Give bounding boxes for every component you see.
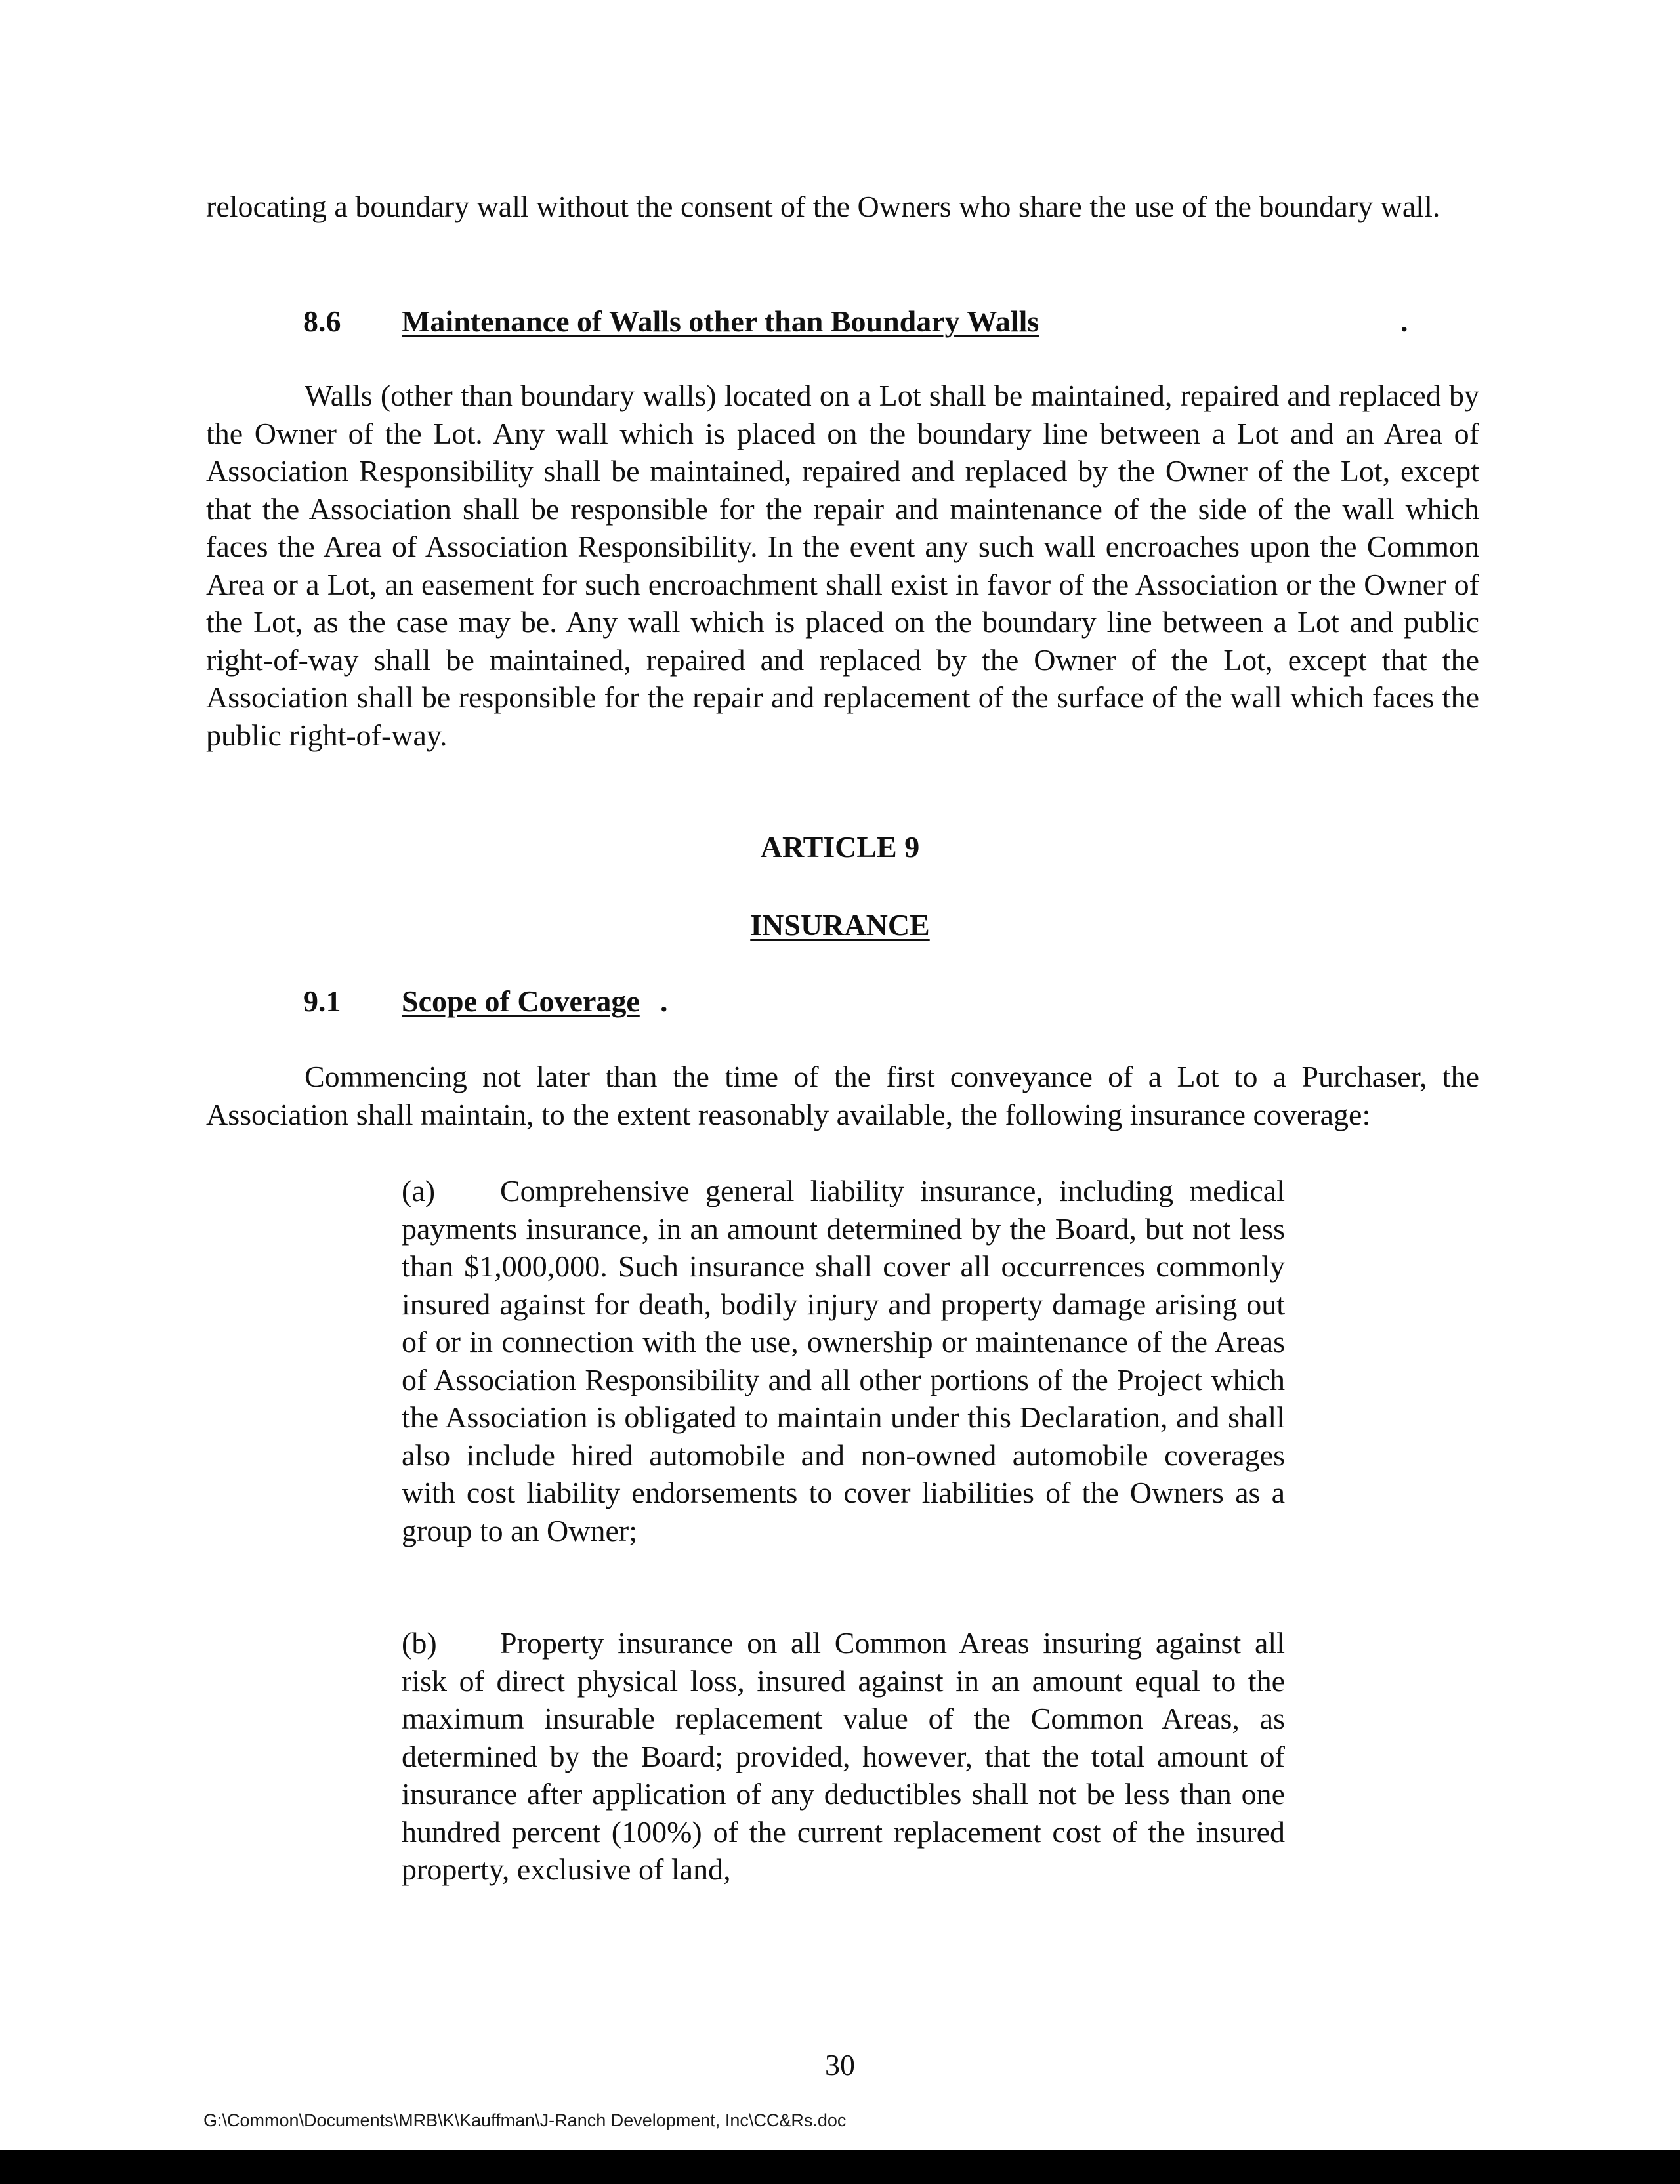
continuation-paragraph: relocating a boundary wall without the consent of the Owners who share the use of the boundary wall. (206, 190, 1440, 223)
section-8-6-title: Maintenance of Walls other than Boundary Walls (402, 304, 1040, 338)
list-item-a (402, 1172, 1285, 1549)
section-9-1-title: Scope of Coverage (402, 984, 640, 1018)
section-9-1-period: . (660, 984, 668, 1018)
article-title-line (0, 906, 1680, 944)
footer-file-path: G:\Common\Documents\MRB\K\Kauffman\J-Ranch Development, Inc\CC&Rs.doc (203, 2110, 847, 2130)
section-9-1-number: 9.1 (303, 984, 341, 1018)
list-item-a-label: (a) (402, 1174, 436, 1208)
list-item-b (402, 1624, 1285, 1889)
section-9-1-body: Commencing not later than the time of the first conveyance of a Lot to a Purchaser, the Association shall maintain, to the extent reasonably available, the following insurance coverage: (206, 1060, 1479, 1131)
scan-border-bar (0, 2150, 1680, 2184)
list-item-b-label: (b) (402, 1626, 437, 1660)
article-title: INSURANCE (750, 908, 930, 942)
list-item-b-text: Property insurance on all Common Areas insuring against all risk of direct physical loss, insured against in an amount equal to the maximum insurable replacement value of the Common Areas, as determined by the Board; provided, however, that the total amount of insurance after application of any deductibles shall not be less than one hundred percent (100%) of the current replacement cost of the insured property, exclusive of land, (402, 1626, 1285, 1886)
page-number: 30 (825, 2048, 855, 2082)
section-8-6-number: 8.6 (303, 304, 341, 338)
article-label: ARTICLE 9 (760, 830, 920, 864)
section-8-6-body: Walls (other than boundary walls) located on a Lot shall be maintained, repaired and replaced by the Owner of the Lot. Any wall which is placed on the boundary line between a Lot and an Area of Association Responsibility shall be maintained, repaired and replaced by the Owner of the Lot, except that the Association shall be responsible for the repair and maintenance of the side of the wall which faces the Area of Association Responsibility. In the event any such wall encroaches upon the Common Area or a Lot, an easement for such encroachment shall exist in favor of the Association or the Owner of the Lot, as the case may be. Any wall which is placed on the boundary line between a Lot and public right-of-way shall be maintained, repaired and replaced by the Owner of the Lot, except that the Association shall be responsible for the repair and replacement of the surface of the wall which faces the public right-of-way. (206, 379, 1479, 752)
section-8-6-period: . (1400, 304, 1408, 338)
list-item-a-text: Comprehensive general liability insurance, including medical payments insurance, in an amount determined by the Board, but not less than $1,000,000. Such insurance shall cover all occurrences commonly insured against for death, bodily injury and property damage arising out of or in connection with the use, ownership or maintenance of the Areas of Association Responsibility and all other portions of the Project which the Association is obligated to maintain under this Declaration, and shall also include hired automobile and non-owned automobile coverages with cost liability endorsements to cover liabilities of the Owners as a group to an Owner; (402, 1174, 1285, 1547)
